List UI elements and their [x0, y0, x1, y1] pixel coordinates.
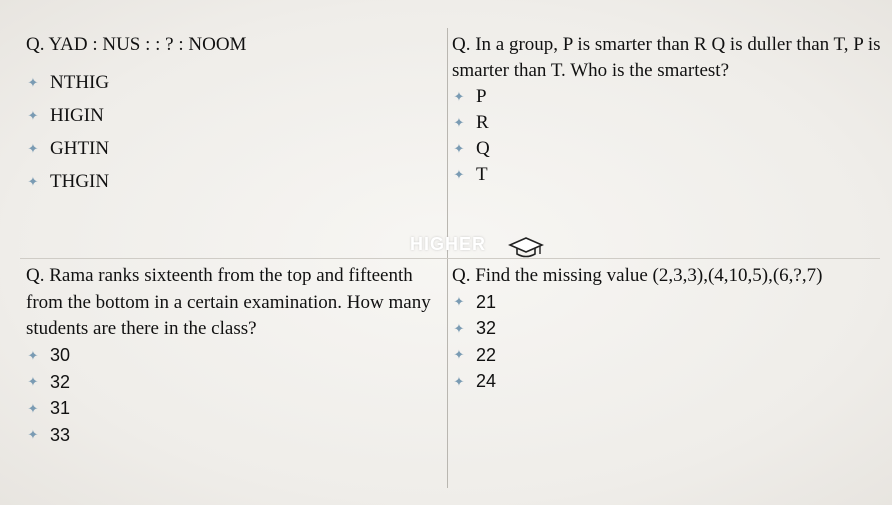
question-4-options [452, 289, 882, 395]
question-1-option[interactable] [26, 66, 436, 99]
bullet-icon: ✦ [27, 427, 39, 443]
bullet-icon: ✦ [453, 115, 465, 130]
bullet-icon: ✦ [453, 320, 465, 336]
question-2-text: Q. In a group, P is smarter than R Q is duller than T, P is smarter than T. Who is the smartest? [452, 34, 881, 81]
question-3-option[interactable] [26, 422, 436, 449]
question-2-options [452, 84, 882, 188]
question-4-option[interactable] [452, 316, 882, 343]
bullet-icon: ✦ [27, 173, 39, 189]
option-label: P [476, 86, 487, 107]
question-block-1 [26, 32, 436, 198]
bullet-icon: ✦ [453, 89, 465, 104]
option-label: T [476, 164, 488, 185]
bullet-icon: ✦ [27, 107, 39, 123]
option-label: 24 [476, 371, 497, 392]
question-block-4 [452, 263, 882, 395]
graduation-cap-icon [508, 236, 544, 265]
option-label: R [476, 112, 489, 133]
bullet-icon: ✦ [27, 374, 39, 390]
question-1-options [26, 66, 436, 198]
option-label: GHTIN [50, 137, 110, 159]
bullet-icon: ✦ [453, 347, 465, 363]
option-label: 32 [476, 318, 497, 339]
question-1-text: Q. YAD : NUS : : ? : NOOM [26, 34, 247, 55]
option-label: 21 [476, 291, 497, 312]
question-1-option[interactable] [26, 165, 436, 198]
question-2-option[interactable] [452, 136, 882, 162]
question-4-option[interactable] [452, 289, 882, 316]
bullet-icon: ✦ [27, 140, 39, 156]
option-label: NTHIG [50, 71, 110, 93]
bullet-icon: ✦ [27, 400, 39, 416]
option-label: 31 [50, 398, 71, 419]
question-3-option[interactable] [26, 343, 436, 370]
question-block-3 [26, 263, 436, 449]
watermark-text: HIGHER [410, 234, 487, 254]
question-1-option[interactable] [26, 99, 436, 132]
question-3-text: Q. Rama ranks sixteenth from the top and fifteenth from the bottom in a certain examination. How many students are there in the class? [26, 265, 431, 339]
option-label: Q [476, 138, 490, 159]
bullet-icon: ✦ [27, 74, 39, 90]
question-block-2 [452, 32, 882, 188]
bullet-icon: ✦ [453, 167, 465, 182]
bullet-icon: ✦ [27, 347, 39, 363]
bullet-icon: ✦ [453, 294, 465, 310]
option-label: 33 [50, 424, 71, 445]
question-1-option[interactable] [26, 132, 436, 165]
question-2-option[interactable] [452, 162, 882, 188]
option-label: 22 [476, 344, 497, 365]
bullet-icon: ✦ [453, 141, 465, 156]
bullet-icon: ✦ [453, 373, 465, 389]
question-3-option[interactable] [26, 396, 436, 423]
question-4-option[interactable] [452, 342, 882, 369]
question-2-option[interactable] [452, 110, 882, 136]
option-label: HIGIN [50, 104, 104, 126]
question-2-option[interactable] [452, 84, 882, 110]
question-3-option[interactable] [26, 369, 436, 396]
question-4-text: Q. Find the missing value (2,3,3),(4,10,5),(6,?,7) [452, 265, 823, 286]
option-label: THGIN [50, 170, 110, 192]
option-label: 32 [50, 371, 71, 392]
question-3-options [26, 343, 436, 449]
option-label: 30 [50, 345, 71, 366]
question-4-option[interactable] [452, 369, 882, 396]
